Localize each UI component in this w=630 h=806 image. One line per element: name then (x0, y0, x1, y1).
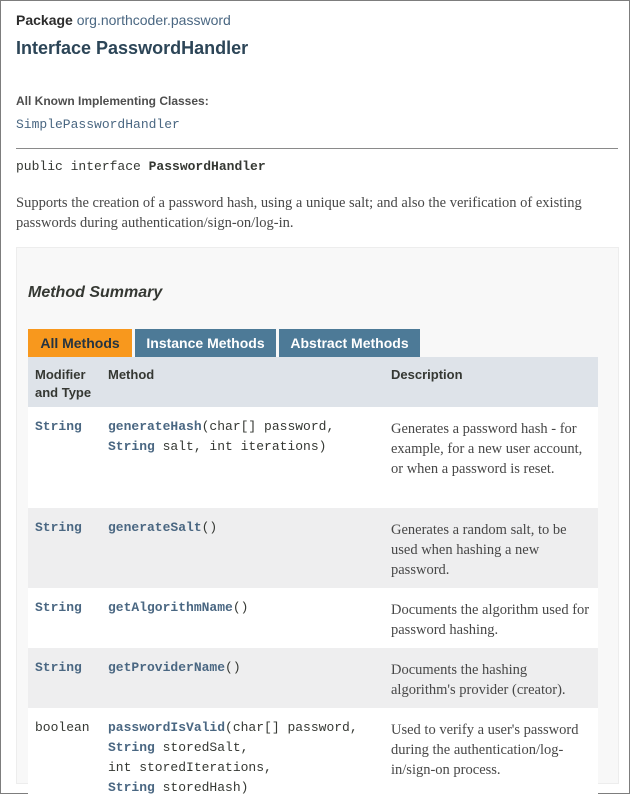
method-params: (char[] password, (201, 419, 335, 434)
param-type-link[interactable]: String (108, 780, 155, 795)
modifier-type-cell (28, 508, 101, 588)
type-link[interactable]: String (35, 520, 82, 535)
column-header-modifier-line2: and Type (35, 385, 92, 400)
modifier-type-text: boolean (35, 720, 90, 735)
method-params: int storedIterations, (108, 760, 272, 775)
method-params: storedSalt, (154, 740, 249, 755)
tab-abstract-methods[interactable]: Abstract Methods (279, 329, 420, 357)
column-header-method: Method (101, 357, 384, 407)
page-title: Interface PasswordHandler (16, 38, 249, 58)
method-cell (101, 407, 384, 508)
interface-signature (16, 159, 266, 174)
param-type-link[interactable]: String (108, 740, 155, 755)
column-header-description: Description (384, 357, 598, 407)
method-params: () (201, 520, 218, 535)
method-description: Used to verify a user's password during the authentication/log-in/sign-on process. (384, 708, 598, 806)
method-link[interactable]: generateSalt (108, 520, 202, 535)
method-params: (char[] password, (225, 720, 358, 735)
table-row (28, 648, 598, 708)
method-link[interactable]: generateHash (108, 419, 202, 434)
method-cell (101, 588, 384, 648)
table-row (28, 407, 598, 508)
column-header-modifier (28, 357, 101, 407)
table-row (28, 508, 598, 588)
divider (16, 148, 618, 149)
modifier-type-cell (28, 708, 101, 806)
type-link[interactable]: String (35, 600, 82, 615)
method-cell (101, 648, 384, 708)
table-header-row (28, 357, 598, 407)
method-link[interactable]: getAlgorithmName (108, 600, 233, 615)
type-link[interactable]: String (35, 660, 82, 675)
package-line (16, 12, 231, 28)
tab-instance-methods[interactable]: Instance Methods (135, 329, 276, 357)
signature-name: PasswordHandler (148, 159, 266, 174)
method-params: () (232, 600, 249, 615)
table-row (28, 708, 598, 806)
method-params: () (225, 660, 241, 675)
type-link[interactable]: String (35, 419, 82, 434)
modifier-type-cell (28, 648, 101, 708)
method-cell (101, 508, 384, 588)
method-description: Documents the hashing algorithm's provider (creator). (384, 648, 598, 708)
method-description: Generates a random salt, to be used when hashing a new password. (384, 508, 598, 588)
table-row (28, 588, 598, 648)
interface-description: Supports the creation of a password hash, using a unique salt; and also the verification of existing passwords during authentication/sign-on/log-in. (16, 195, 582, 231)
tab-all-methods[interactable]: All Methods (28, 329, 132, 357)
param-type-link[interactable]: String (108, 439, 155, 454)
modifier-type-cell (28, 407, 101, 508)
implementing-class-link[interactable]: SimplePasswordHandler (16, 117, 180, 132)
method-tabs (28, 329, 423, 357)
method-summary-section (16, 247, 619, 795)
method-link[interactable]: getProviderName (108, 660, 226, 675)
method-description: Generates a password hash - for example, for a new user account, or when a password is reset. (384, 407, 598, 508)
signature-prefix: public interface (16, 159, 149, 174)
method-description: Documents the algorithm used for password hashing. (384, 588, 598, 648)
package-label: Package (16, 12, 73, 28)
method-params: storedHash) (154, 780, 249, 795)
modifier-type-cell (28, 588, 101, 648)
method-summary-title: Method Summary (28, 284, 163, 301)
method-link[interactable]: passwordIsValid (108, 720, 226, 735)
method-cell (101, 708, 384, 806)
method-summary-table (28, 357, 598, 806)
method-params: salt, int iterations) (154, 439, 327, 454)
package-link[interactable]: org.northcoder.password (76, 12, 231, 28)
column-header-modifier-line1: Modifier (35, 367, 86, 382)
implementing-classes-label: All Known Implementing Classes: (16, 94, 209, 108)
